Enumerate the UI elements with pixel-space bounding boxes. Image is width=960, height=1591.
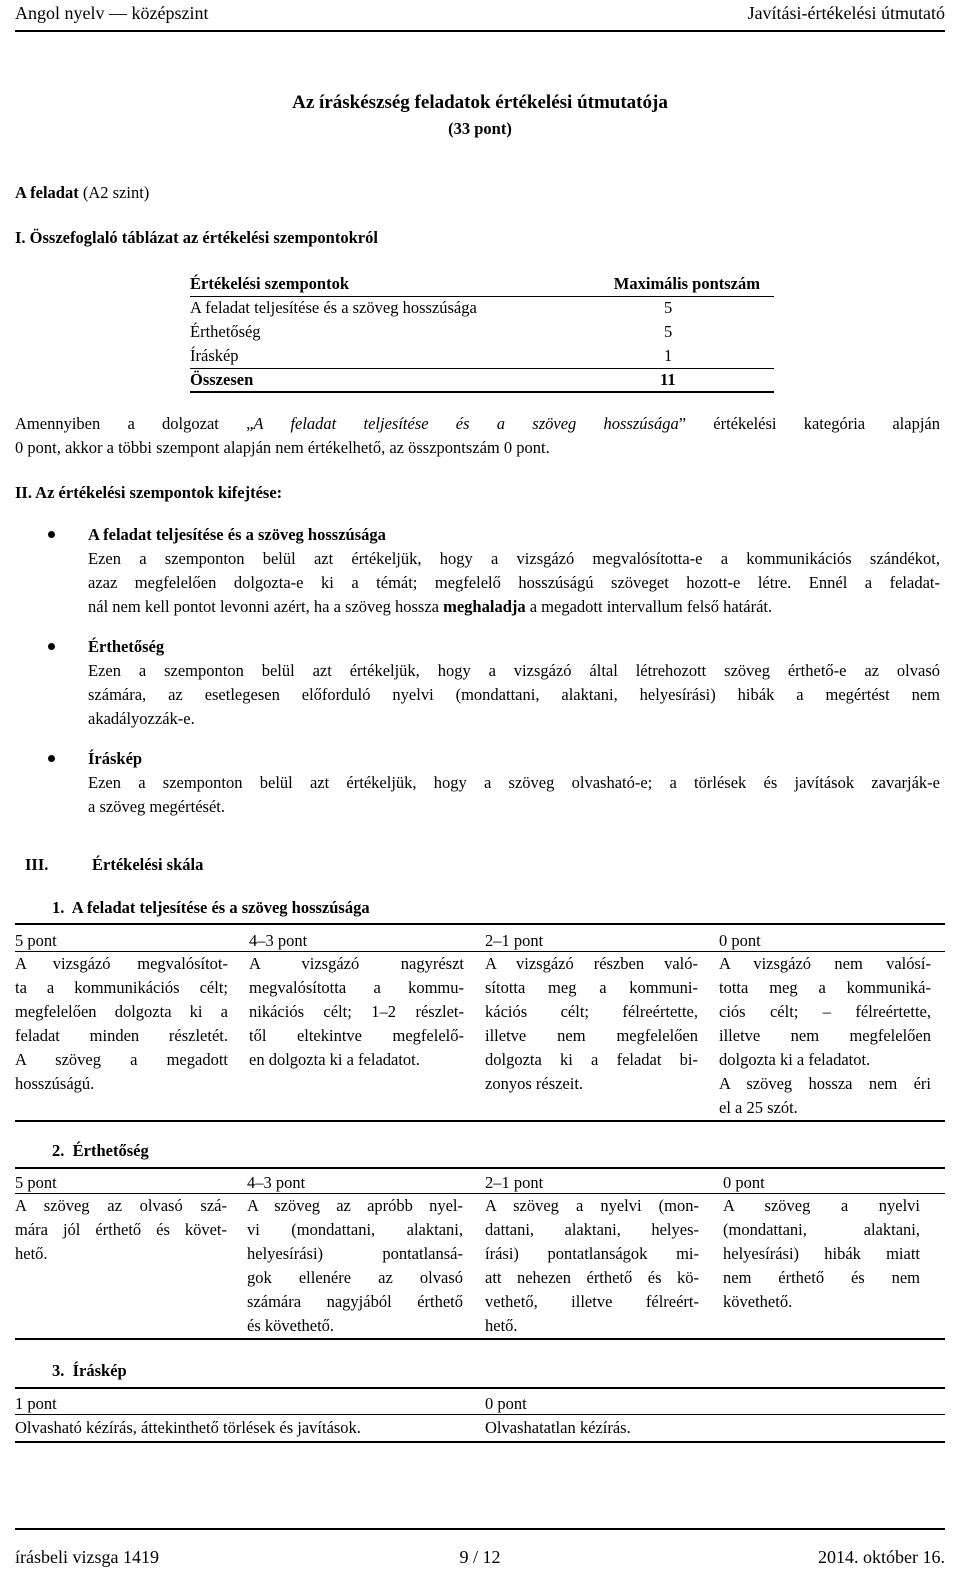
cell-line: en dolgozta ki a feladatot.: [249, 1050, 420, 1069]
cell-line: követhető.: [723, 1292, 793, 1311]
cell-line: illetve nem megfelelően: [719, 1026, 931, 1045]
cell-line: ciós célt; – félreértette,: [719, 1002, 931, 1021]
note-line-2: 0 pont, akkor a többi szempont alapján nem értékelhető, az összpontszám 0 pont.: [15, 438, 550, 457]
cell-line: hető.: [485, 1316, 518, 1335]
summary-row-label: A feladat teljesítése és a szöveg hosszúsága: [190, 298, 477, 317]
cell-line: el a 25 szót.: [719, 1098, 798, 1117]
scale-1-bottom-rule: [15, 1120, 945, 1122]
page-subtitle: (33 pont): [448, 119, 512, 138]
scale-1-col: 4–3 pont: [249, 931, 308, 950]
cell-line: mára jól érthető és követ-: [15, 1220, 227, 1239]
summary-row-points: 5: [664, 322, 673, 341]
criterion-line: akadályozzák-e.: [88, 709, 195, 728]
cell-line: A szöveg a nyelvi (mon-: [485, 1196, 699, 1215]
scale-1-col: 2–1 pont: [485, 931, 544, 950]
cell-line: vi (mondattani, alaktani,: [247, 1220, 463, 1239]
cell-line: A szöveg hossza nem éri: [719, 1074, 931, 1093]
section-1-heading: I. Összefoglaló táblázat az értékelési szempontokról: [15, 228, 378, 247]
scale-1-cell-4-3: [249, 952, 464, 1072]
section-3-heading: Értékelési skála: [92, 855, 204, 874]
summary-col-criteria: Értékelési szempontok: [190, 274, 350, 293]
scale-3-heading: 3. Íráskép: [52, 1361, 127, 1380]
summary-col-maxpoints: Maximális pontszám: [613, 274, 760, 293]
cell-line: sította meg a kommuni-: [485, 978, 698, 997]
cell-line: A szöveg a megadott: [15, 1050, 228, 1069]
cell-line: illetve nem megfelelően: [485, 1026, 698, 1045]
scale-1-cell-5: [15, 952, 228, 1096]
scale-1-cell-2-1: [485, 952, 698, 1096]
criterion-line: Ezen a szemponton belül azt értékeljük, hogy a vizsgázó által létrehozott szöveg érthető-e az olvasó: [88, 661, 940, 680]
scale-2-bottom-rule: [15, 1338, 945, 1340]
scale-1-top-rule: [15, 923, 945, 925]
summary-table: [190, 272, 774, 392]
section-3-number: III.: [25, 855, 49, 874]
cell-line: A szöveg az apróbb nyel-: [247, 1196, 463, 1215]
note-line-1: [15, 412, 940, 436]
cell-line: feladat minden részletét.: [15, 1026, 228, 1045]
cell-line: kációs célt; félreértette,: [485, 1002, 698, 1021]
note-text-italic: A feladat teljesítése és a szöveg hosszúsága: [253, 414, 679, 433]
summary-row-label: Érthetőség: [190, 322, 261, 341]
scale-2-cell-2-1: [485, 1194, 699, 1338]
cell-line: és követhető.: [247, 1316, 335, 1335]
header-right: Javítási-értékelési útmutató: [747, 3, 945, 23]
summary-row-label: Íráskép: [190, 346, 239, 365]
footer-left: írásbeli vizsga 1419: [15, 1547, 159, 1567]
scale-2-heading: 2. Érthetőség: [52, 1141, 149, 1160]
scale-2-cell-0: [723, 1194, 920, 1314]
summary-bottom-rule: [190, 391, 774, 393]
cell-line: megvalósította a kommu-: [249, 978, 464, 997]
criterion-line: [88, 595, 772, 619]
criterion-title: Íráskép: [88, 749, 143, 768]
cell-line: A vizsgázó megvalósítot-: [15, 954, 228, 973]
scale-2-cell-5: [15, 1194, 227, 1266]
cell-line: A vizsgázó nem valósí-: [719, 954, 931, 973]
scale-2-cell-4-3: [247, 1194, 463, 1338]
scale-1-col: 5 pont: [15, 931, 57, 950]
summary-total-points: 11: [660, 370, 676, 389]
cell-line: ta a kommunikációs célt;: [15, 978, 228, 997]
criterion-line: számára, az esetlegesen előforduló nyelvi (mondattani, alaktani, helyesírási) hibák a megértést nem: [88, 685, 940, 704]
note-text-a: Amennyiben a dolgozat „: [15, 414, 254, 433]
summary-row-points: 5: [664, 298, 673, 317]
summary-total-rule: [190, 368, 774, 369]
criterion-line: Ezen a szemponton belül azt értékeljük, hogy a vizsgázó megvalósította-e a kommunikációs szándékot,: [88, 549, 940, 568]
scale-1-heading: 1. A feladat teljesítése és a szöveg hosszúsága: [52, 898, 370, 917]
criterion-text: nál nem kell pontot levonni azért, ha a szöveg hossza: [88, 597, 444, 616]
task-a-label: [15, 181, 149, 205]
scale-3-bottom-rule: [15, 1441, 945, 1443]
scale-2-col: 5 pont: [15, 1173, 57, 1192]
cell-line: megfelelően dolgozta ki a: [15, 1002, 228, 1021]
cell-line: dolgozta ki a feladatot.: [719, 1050, 871, 1069]
summary-row-points: 1: [664, 346, 673, 365]
cell-line: helyesírási) pontatlansá-: [247, 1244, 463, 1263]
footer-right: 2014. október 16.: [818, 1547, 945, 1567]
header-rule: [15, 30, 945, 32]
cell-line: írási) pontatlanságok mi-: [485, 1244, 699, 1263]
scale-1-col: 0 pont: [719, 931, 761, 950]
cell-line: gok ellenére az olvasó: [247, 1268, 463, 1287]
cell-line: től eltekintve megfelelő-: [249, 1026, 464, 1045]
footer-rule: [15, 1528, 945, 1530]
cell-line: hosszúságú.: [15, 1074, 95, 1093]
header-left: Angol nyelv — középszint: [15, 3, 209, 23]
section-2-heading: II. Az értékelési szempontok kifejtése:: [15, 483, 283, 502]
cell-line: helyesírási) hibák miatt: [723, 1244, 920, 1263]
scale-2-col: 0 pont: [723, 1173, 765, 1192]
cell-line: att nehezen érthető és kö-: [485, 1268, 699, 1287]
cell-line: A szöveg a nyelvi: [723, 1196, 920, 1215]
scale-2-col: 2–1 pont: [485, 1173, 544, 1192]
scale-3-header-rule: [15, 1414, 945, 1415]
cell-line: számára nagyjából érthető: [247, 1292, 463, 1311]
criterion-line: Ezen a szemponton belül azt értékeljük, hogy a szöveg olvasható-e; a törlések és javítások zavarják-e: [88, 773, 940, 792]
footer-page-number: 9 / 12: [459, 1547, 501, 1567]
cell-line: hető.: [15, 1244, 48, 1263]
scale-3-col: 1 pont: [15, 1394, 57, 1413]
criterion-title: A feladat teljesítése és a szöveg hosszúsága: [88, 525, 386, 544]
cell-line: totta meg a kommuniká-: [719, 978, 931, 997]
criterion-line: a szöveg megértését.: [88, 797, 225, 816]
cell-line: zonyos részeit.: [485, 1074, 584, 1093]
cell-line: dattani, alaktani, helyes-: [485, 1220, 699, 1239]
scale-2-top-rule: [15, 1167, 945, 1169]
cell-line: vethető, illetve félreért-: [485, 1292, 699, 1311]
criterion-title: Érthetőség: [88, 637, 165, 656]
scale-2-col: 4–3 pont: [247, 1173, 306, 1192]
scale-1-cell-0: [719, 952, 931, 1120]
scale-3-cell-1: Olvasható kézírás, áttekinthető törlések és javítások.: [15, 1418, 361, 1437]
scale-3-cell-0: Olvashatatlan kézírás.: [485, 1418, 631, 1437]
criterion-text: a megadott intervallum felső határát.: [525, 597, 773, 616]
cell-line: (mondattani, alaktani,: [723, 1220, 920, 1239]
scale-3-col: 0 pont: [485, 1394, 527, 1413]
task-a-bold: A feladat: [15, 183, 79, 202]
bullet-icon: [48, 643, 55, 650]
cell-line: nem érthető és nem: [723, 1268, 920, 1287]
summary-total-label: Összesen: [190, 370, 254, 389]
note-text-b: ” értékelési kategória alapján: [678, 414, 940, 433]
task-a-level: (A2 szint): [78, 183, 150, 202]
scale-3-top-rule: [15, 1387, 945, 1389]
bullet-icon: [48, 755, 55, 762]
bullet-icon: [48, 531, 55, 538]
cell-line: A vizsgázó részben való-: [485, 954, 698, 973]
criterion-emphasis: meghaladja: [443, 597, 526, 616]
cell-line: A szöveg az olvasó szá-: [15, 1196, 227, 1215]
cell-line: nikációs célt; 1–2 részlet-: [249, 1002, 464, 1021]
criterion-line: azaz megfelelően dolgozta-e ki a témát; megfelelő hosszúságú szöveget hozott-e létre. Ennél a feladat-: [88, 573, 940, 592]
cell-line: A vizsgázó nagyrészt: [249, 954, 464, 973]
page-title: Az íráskészség feladatok értékelési útmutatója: [292, 92, 668, 113]
cell-line: dolgozta ki a feladat bi-: [485, 1050, 698, 1069]
